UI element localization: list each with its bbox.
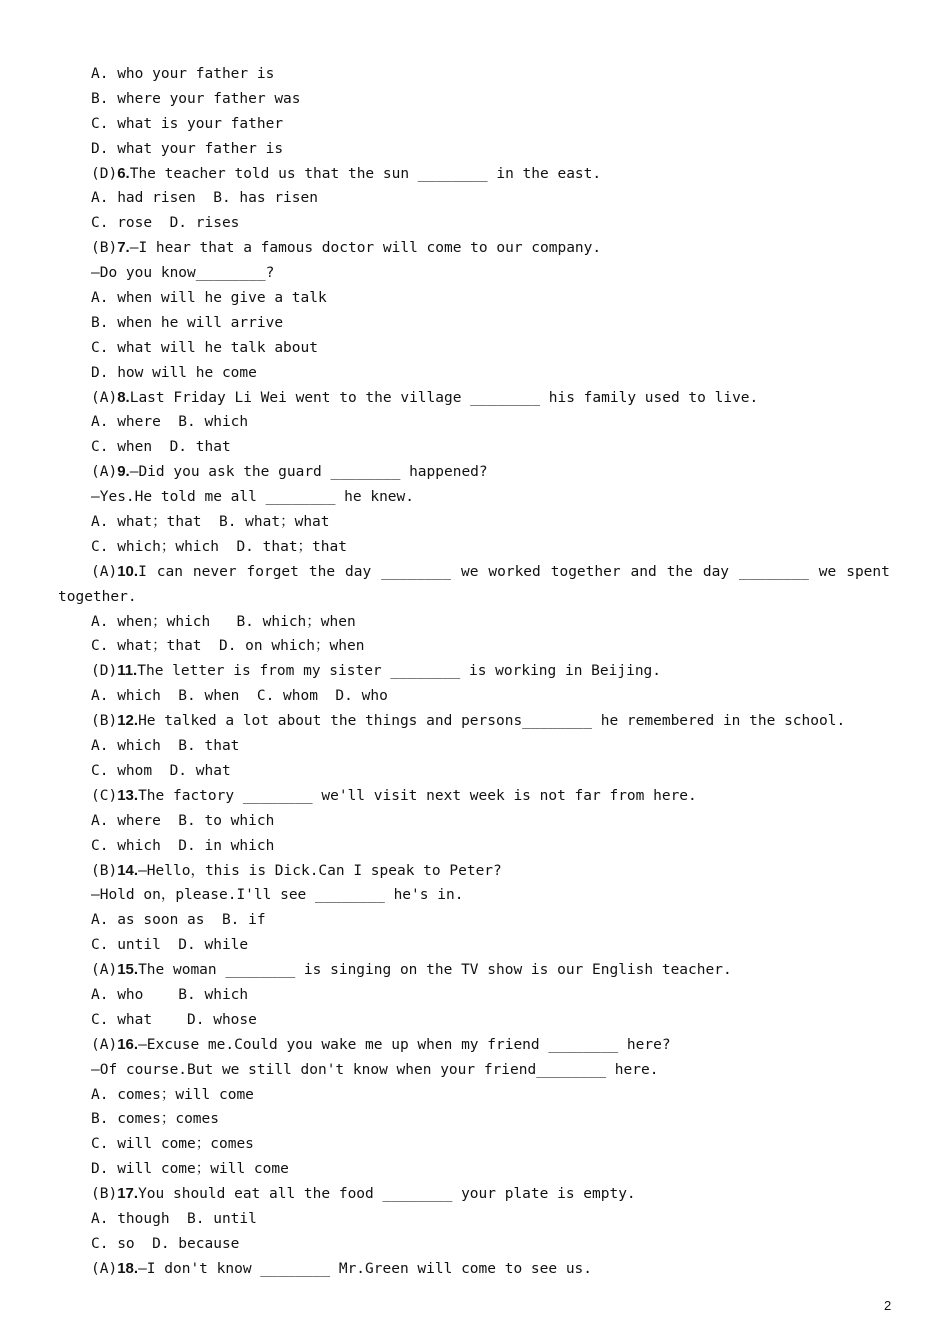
question-12 xyxy=(0,709,950,734)
question-text: —Excuse me.Could you wake me up when my friend ________ here? xyxy=(138,1036,671,1053)
question-number: 8. xyxy=(117,388,130,406)
question-word: never xyxy=(192,563,237,580)
option-line: A. which B. when C. whom D. who xyxy=(91,688,388,705)
answer-key: (D) xyxy=(91,663,118,680)
question-8 xyxy=(0,386,950,411)
answer-key: (C) xyxy=(91,787,118,804)
option-line: A. where B. to which xyxy=(91,812,275,829)
option-line: C. what；that D. on which；when xyxy=(91,638,365,655)
question-word: forget xyxy=(246,563,299,580)
question-number: 6. xyxy=(117,164,130,182)
option-line: D. will come；will come xyxy=(91,1161,289,1178)
question-word: we xyxy=(818,563,837,580)
question-text: The letter is from my sister ________ is working in Beijing. xyxy=(137,663,662,680)
question-text: —Did you ask the guard ________ happened? xyxy=(129,464,488,481)
question-text: The factory ________ we'll visit next week is not far from here. xyxy=(138,787,697,804)
question-word: we xyxy=(460,563,479,580)
option-line: C. until D. while xyxy=(91,937,249,954)
question-continuation: together. xyxy=(58,588,137,605)
question-text: He talked a lot about the things and persons________ he remembered in the school. xyxy=(138,713,846,730)
option-line: A. what；that B. what；what xyxy=(91,514,330,531)
answer-key: (B) xyxy=(91,713,118,730)
option-line: B. where your father was xyxy=(91,90,301,107)
option-line: B. comes；comes xyxy=(91,1111,219,1128)
question-number: 7. xyxy=(117,239,130,257)
option-line: C. will come；comes xyxy=(91,1136,254,1153)
question-text: The woman ________ is singing on the TV show is our English teacher. xyxy=(138,962,732,979)
question-word: I xyxy=(138,563,147,580)
question-word: day xyxy=(345,563,372,580)
option-line: C. when D. that xyxy=(91,439,231,456)
question-number: 9. xyxy=(117,463,130,481)
question-word: and xyxy=(630,563,657,580)
question-18 xyxy=(0,1257,950,1282)
question-number: 15. xyxy=(117,961,139,979)
question-text: —Hello，this is Dick.Can I speak to Peter? xyxy=(138,862,502,879)
question-number: 12. xyxy=(117,712,139,730)
option-line: C. whom D. what xyxy=(91,762,231,779)
option-line: A. which B. that xyxy=(91,738,240,755)
question-text-line2: —Hold on，please.I'll see ________ he's in. xyxy=(91,887,464,904)
option-line: A. though B. until xyxy=(91,1210,257,1227)
question-6 xyxy=(0,162,950,187)
question-15 xyxy=(0,958,950,983)
answer-key: (A) xyxy=(91,563,118,580)
question-number: 11. xyxy=(117,662,138,680)
answer-key: (A) xyxy=(91,1036,118,1053)
option-line: C. what will he talk about xyxy=(91,339,318,356)
question-13 xyxy=(0,784,950,809)
option-line: B. when he will arrive xyxy=(91,314,284,331)
question-16 xyxy=(0,1033,950,1058)
option-line: A. where B. which xyxy=(91,414,249,431)
question-text-line2: —Of course.But we still don't know when your friend________ here. xyxy=(91,1061,659,1078)
answer-key: (B) xyxy=(91,1186,118,1203)
question-word: the xyxy=(308,563,336,580)
question-lead xyxy=(91,560,147,585)
question-text: —I hear that a famous doctor will come to our company. xyxy=(129,240,602,257)
option-line: A. as soon as B. if xyxy=(91,912,266,929)
question-number: 13. xyxy=(117,786,139,804)
question-word: day xyxy=(702,563,730,580)
blank: ________ xyxy=(739,563,809,580)
option-line: C. which D. in which xyxy=(91,837,275,854)
question-17 xyxy=(0,1182,950,1207)
question-7 xyxy=(0,236,950,261)
question-text: Last Friday Li Wei went to the village ________ his family used to live. xyxy=(129,389,759,406)
question-text: You should eat all the food ________ your plate is empty. xyxy=(138,1186,636,1203)
answer-key: (A) xyxy=(91,389,118,406)
page-number: 2 xyxy=(884,1298,892,1313)
question-number: 14. xyxy=(117,861,139,879)
option-line: C. what is your father xyxy=(91,115,284,132)
question-number: 18. xyxy=(117,1259,139,1277)
option-line: A. when；which B. which；when xyxy=(91,613,356,630)
option-line: C. which；which D. that；that xyxy=(91,538,347,555)
question-9 xyxy=(0,460,950,485)
question-number: 16. xyxy=(117,1035,139,1053)
option-line: A. had risen B. has risen xyxy=(91,190,318,207)
option-line: C. what D. whose xyxy=(91,1011,257,1028)
question-text-line2: —Yes.He told me all ________ he knew. xyxy=(91,489,415,506)
question-word: spent xyxy=(846,563,890,580)
question-text: —I don't know ________ Mr.Green will come to see us. xyxy=(138,1260,593,1277)
option-line: C. rose D. rises xyxy=(91,215,240,232)
question-number: 17. xyxy=(117,1185,139,1203)
answer-key: (A) xyxy=(91,962,118,979)
option-line: D. what your father is xyxy=(91,140,284,157)
question-11 xyxy=(0,659,950,684)
answer-key: (A) xyxy=(91,464,118,481)
question-14 xyxy=(0,859,950,884)
question-word: together xyxy=(550,563,621,580)
option-line: A. when will he give a talk xyxy=(91,290,327,307)
question-number: 10. xyxy=(117,562,139,580)
option-line: C. so D. because xyxy=(91,1235,240,1252)
answer-key: (B) xyxy=(91,240,118,257)
question-word: the xyxy=(666,563,693,580)
question-word: can xyxy=(156,563,183,580)
answer-key: (B) xyxy=(91,862,118,879)
option-line: D. how will he come xyxy=(91,364,257,381)
question-text: The teacher told us that the sun ________ in the east. xyxy=(129,165,602,182)
answer-key: (D) xyxy=(91,165,118,182)
blank: ________ xyxy=(381,563,452,580)
option-line: A. comes；will come xyxy=(91,1086,254,1103)
option-line: A. who B. which xyxy=(91,986,249,1003)
option-line: A. who your father is xyxy=(91,66,275,82)
question-10 xyxy=(0,560,950,585)
question-word: worked xyxy=(488,563,541,580)
answer-key: (A) xyxy=(91,1260,118,1277)
question-list xyxy=(0,62,950,1282)
question-text-line2: —Do you know________? xyxy=(91,265,275,282)
